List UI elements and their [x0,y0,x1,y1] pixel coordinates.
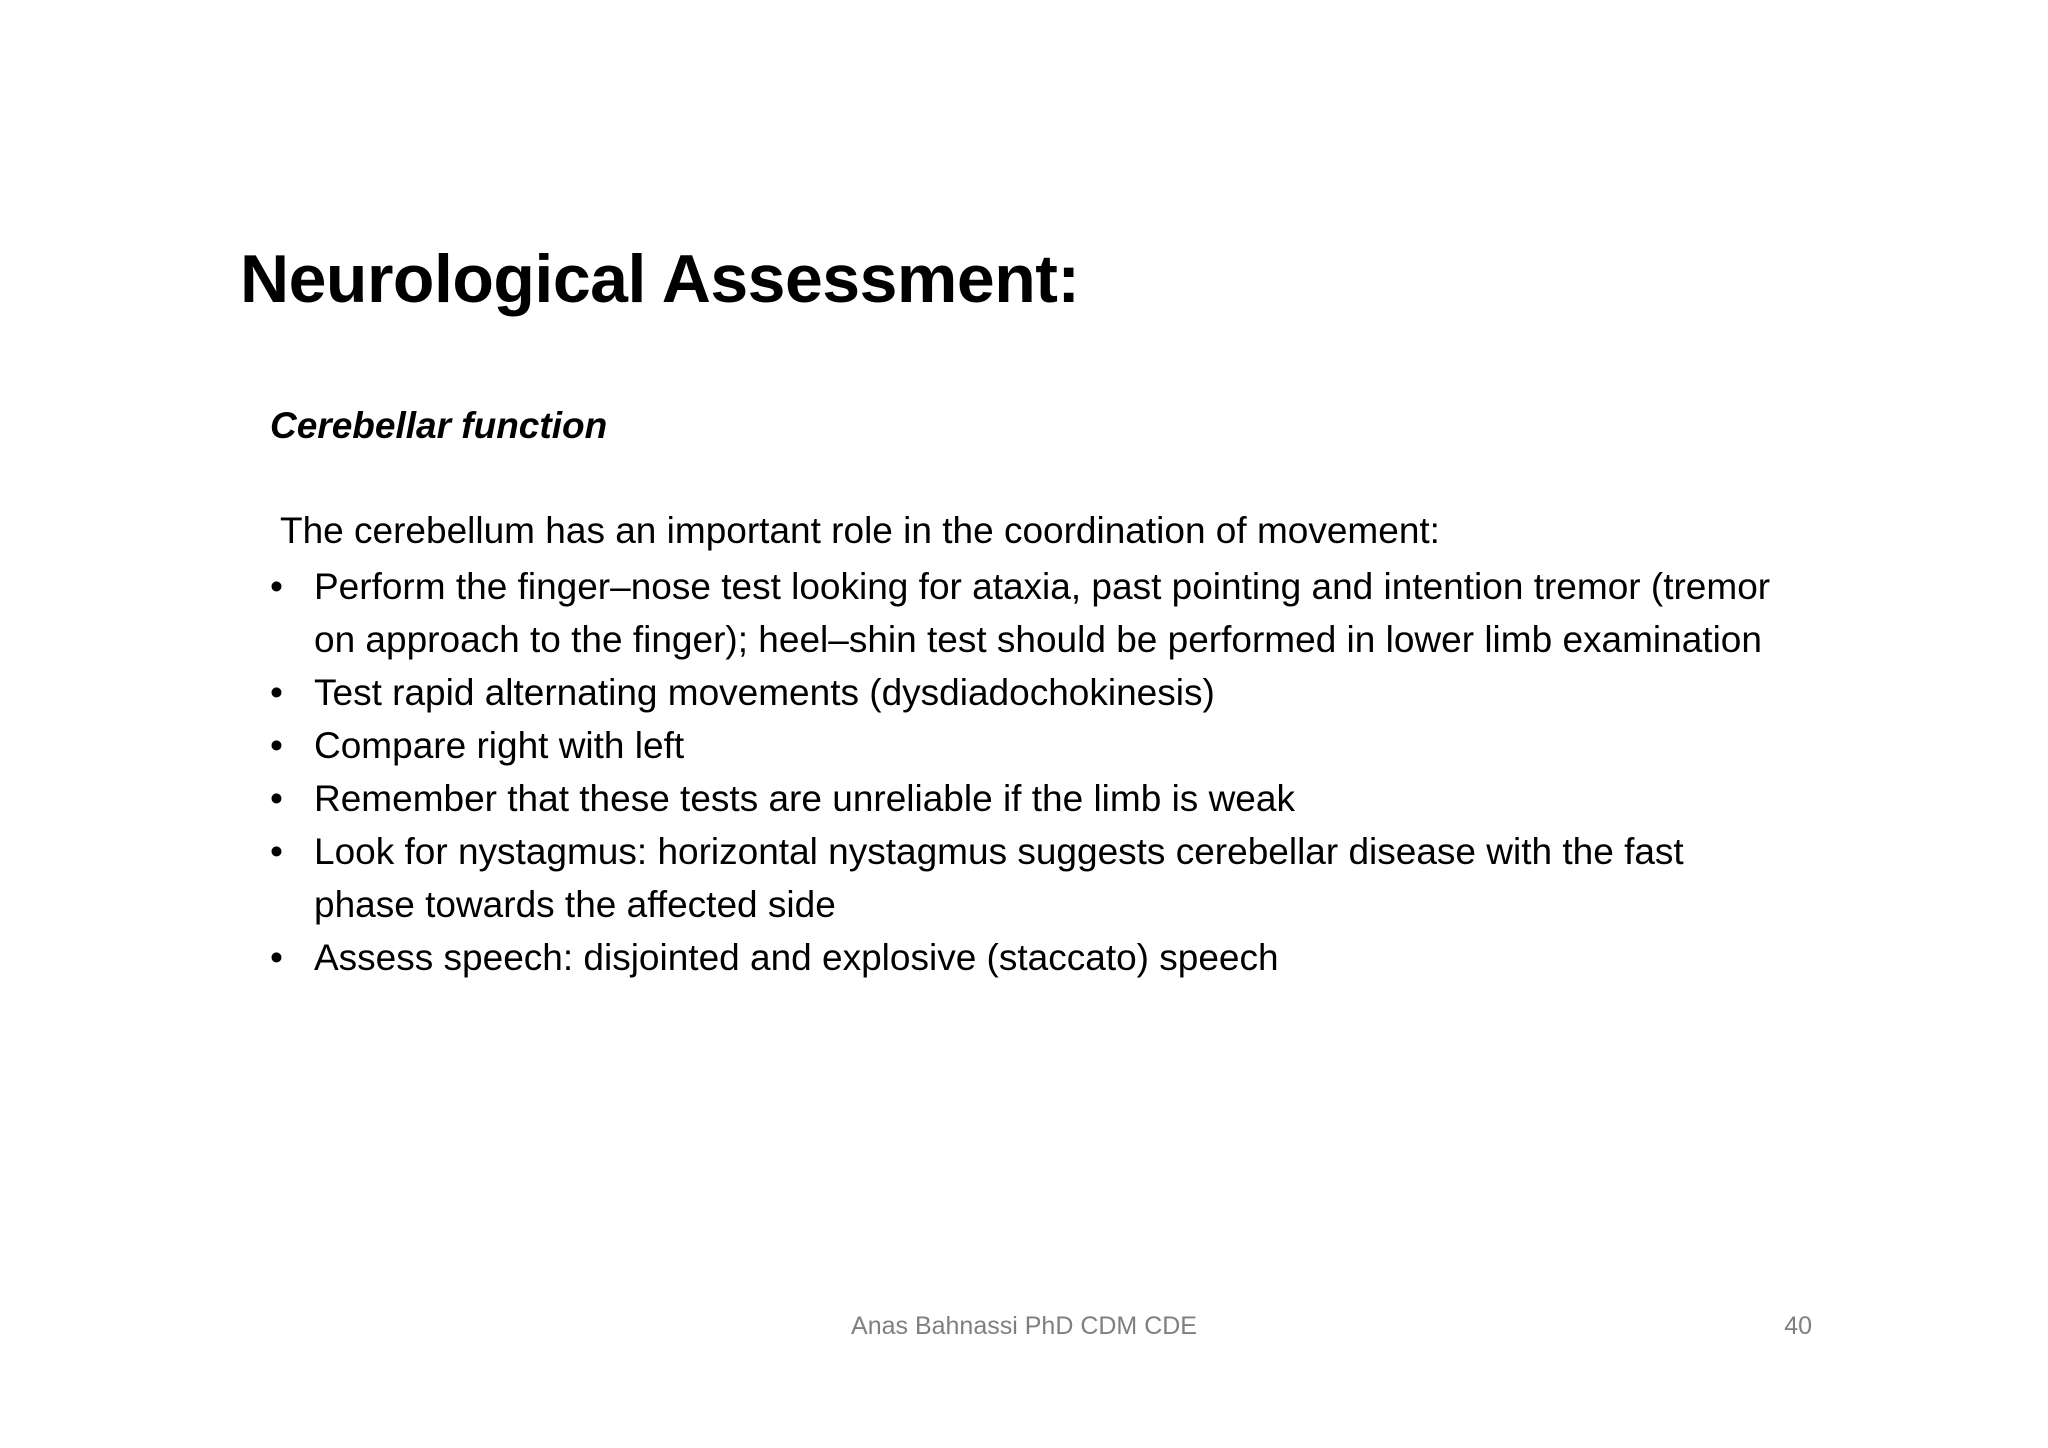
bullet-text: Perform the finger–nose test looking for ataxia, past pointing and intention tremor (tremor on approach to the finger); heel–shin test should be performed in lower limb examination [314,566,1771,660]
intro-text: The cerebellum has an important role in the coordination of movement: [280,510,1440,551]
section-subtitle: Cerebellar function [270,405,608,446]
bullet-text: Assess speech: disjointed and explosive (staccato) speech [314,937,1279,978]
bullet-text: Compare right with left [314,725,685,766]
bullet-text: Test rapid alternating movements (dysdiadochokinesis) [314,672,1215,713]
bullet-item [270,719,1790,772]
page-number: 40 [1784,1312,1812,1340]
bullet-item [270,666,1790,719]
bullet-icon: • [270,566,283,607]
bullet-item [270,825,1790,931]
bullet-icon: • [270,778,283,819]
bullet-icon: • [270,672,283,713]
bullet-icon: • [270,831,283,872]
bullet-icon: • [270,725,283,766]
bullet-text: Look for nystagmus: horizontal nystagmus suggests cerebellar disease with the fast phase towards the affected side [314,831,1684,925]
bullet-text: Remember that these tests are unreliable if the limb is weak [314,778,1295,819]
slide-title: Neurological Assessment: [240,241,1080,317]
bullet-icon: • [270,937,283,978]
footer-author: Anas Bahnassi PhD CDM CDE [851,1312,1197,1340]
bullet-item [270,931,1790,984]
bullet-list [270,560,1790,984]
bullet-item [270,560,1790,666]
bullet-item [270,772,1790,825]
